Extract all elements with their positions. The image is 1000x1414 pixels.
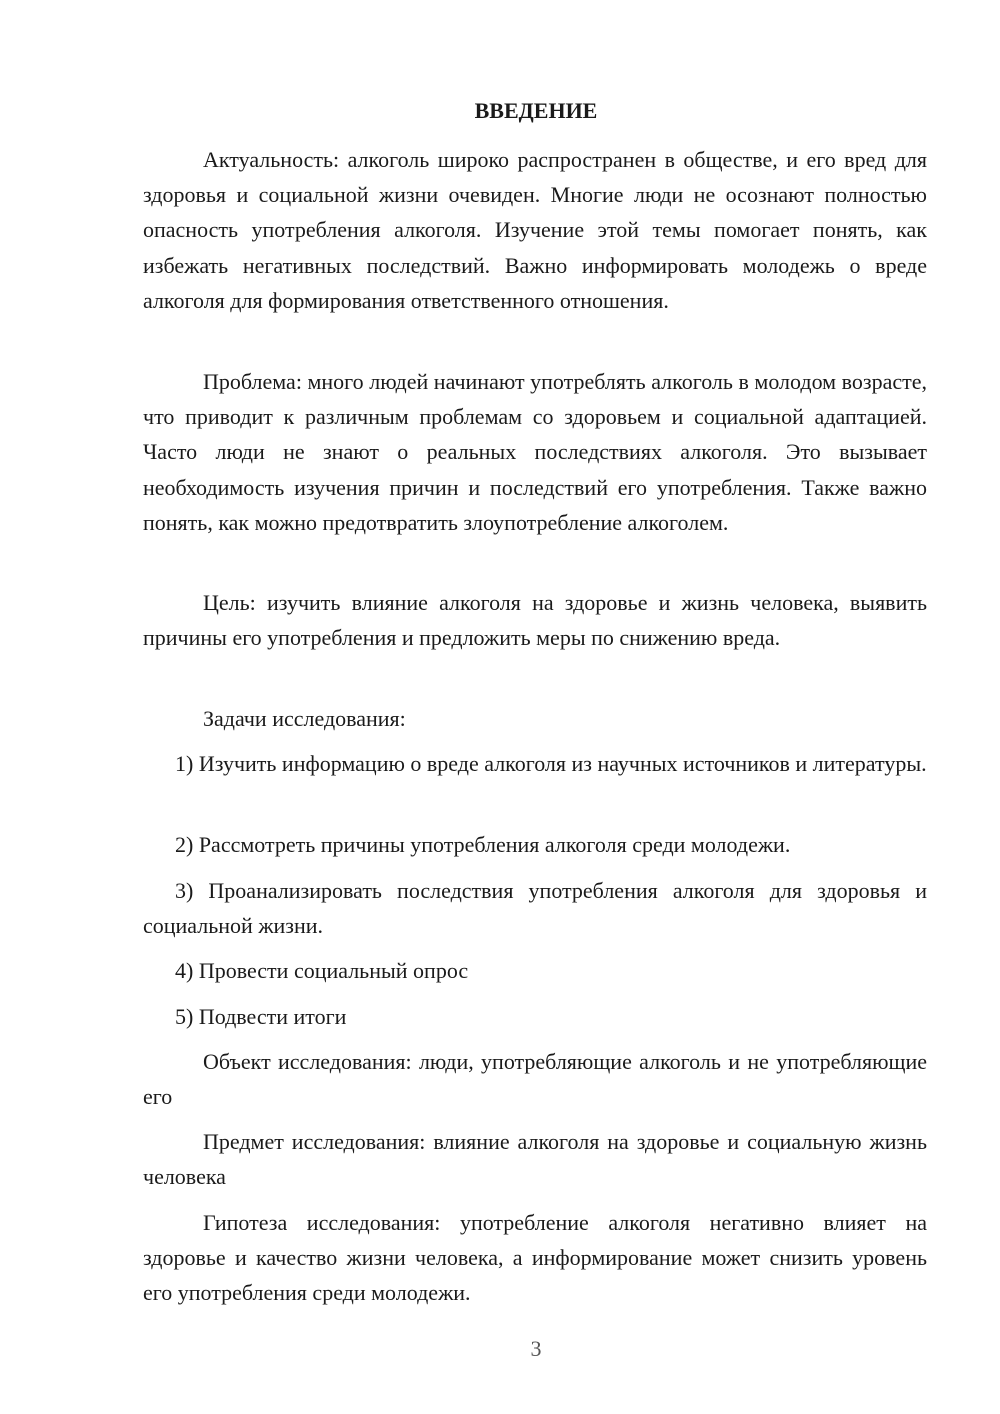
task-item-4: 4) Провести социальный опрос [175, 958, 469, 983]
paragraph-relevance: Актуальность: алкоголь широко распространен в обществе, и его вред для здоровья и социальной жизни очевиден. Многие люди не осознают полностью опасность употребления алкоголя. Изучение этой темы помогает понять, как избежать негативных последствий. Важно информировать молодежь о вреде алкоголя для формирования ответственного отношения. [143, 147, 927, 313]
task-item-5: 5) Подвести итоги [175, 1004, 347, 1029]
task-item-1: 1) Изучить информацию о вреде алкоголя из научных источников и литературы. [175, 751, 927, 776]
tasks-heading: Задачи исследования: [203, 706, 406, 731]
paragraph-goal: Цель: изучить влияние алкоголя на здоровье и жизнь человека, выявить причины его употребления и предложить меры по снижению вреда. [143, 590, 927, 651]
paragraph-problem: Проблема: много людей начинают употреблять алкоголь в молодом возрасте, что приводит к различным проблемам со здоровьем и социальной адаптацией. Часто люди не знают о реальных последствиях алкоголя. Это вызывает необходимость изучения причин и последствий его употребления. Также важно понять, как можно предотвратить злоупотребление алкоголем. [143, 369, 927, 535]
paragraph-object: Объект исследования: люди, употребляющие алкоголь и не употребляющие его [143, 1049, 927, 1110]
task-item-3: 3) Проанализировать последствия употребления алкоголя для здоровья и социальной жизни. [143, 878, 927, 939]
paragraph-hypothesis: Гипотеза исследования: употребление алкоголя негативно влияет на здоровье и качество жизни человека, а информирование может снизить уровень его употребления среди молодежи. [143, 1210, 927, 1306]
task-item-2: 2) Рассмотреть причины употребления алкоголя среди молодежи. [175, 832, 791, 857]
page-title: ВВЕДЕНИЕ [474, 98, 598, 123]
paragraph-subject: Предмет исследования: влияние алкоголя на здоровье и социальную жизнь человека [143, 1129, 927, 1190]
page-number: 3 [530, 1336, 542, 1361]
